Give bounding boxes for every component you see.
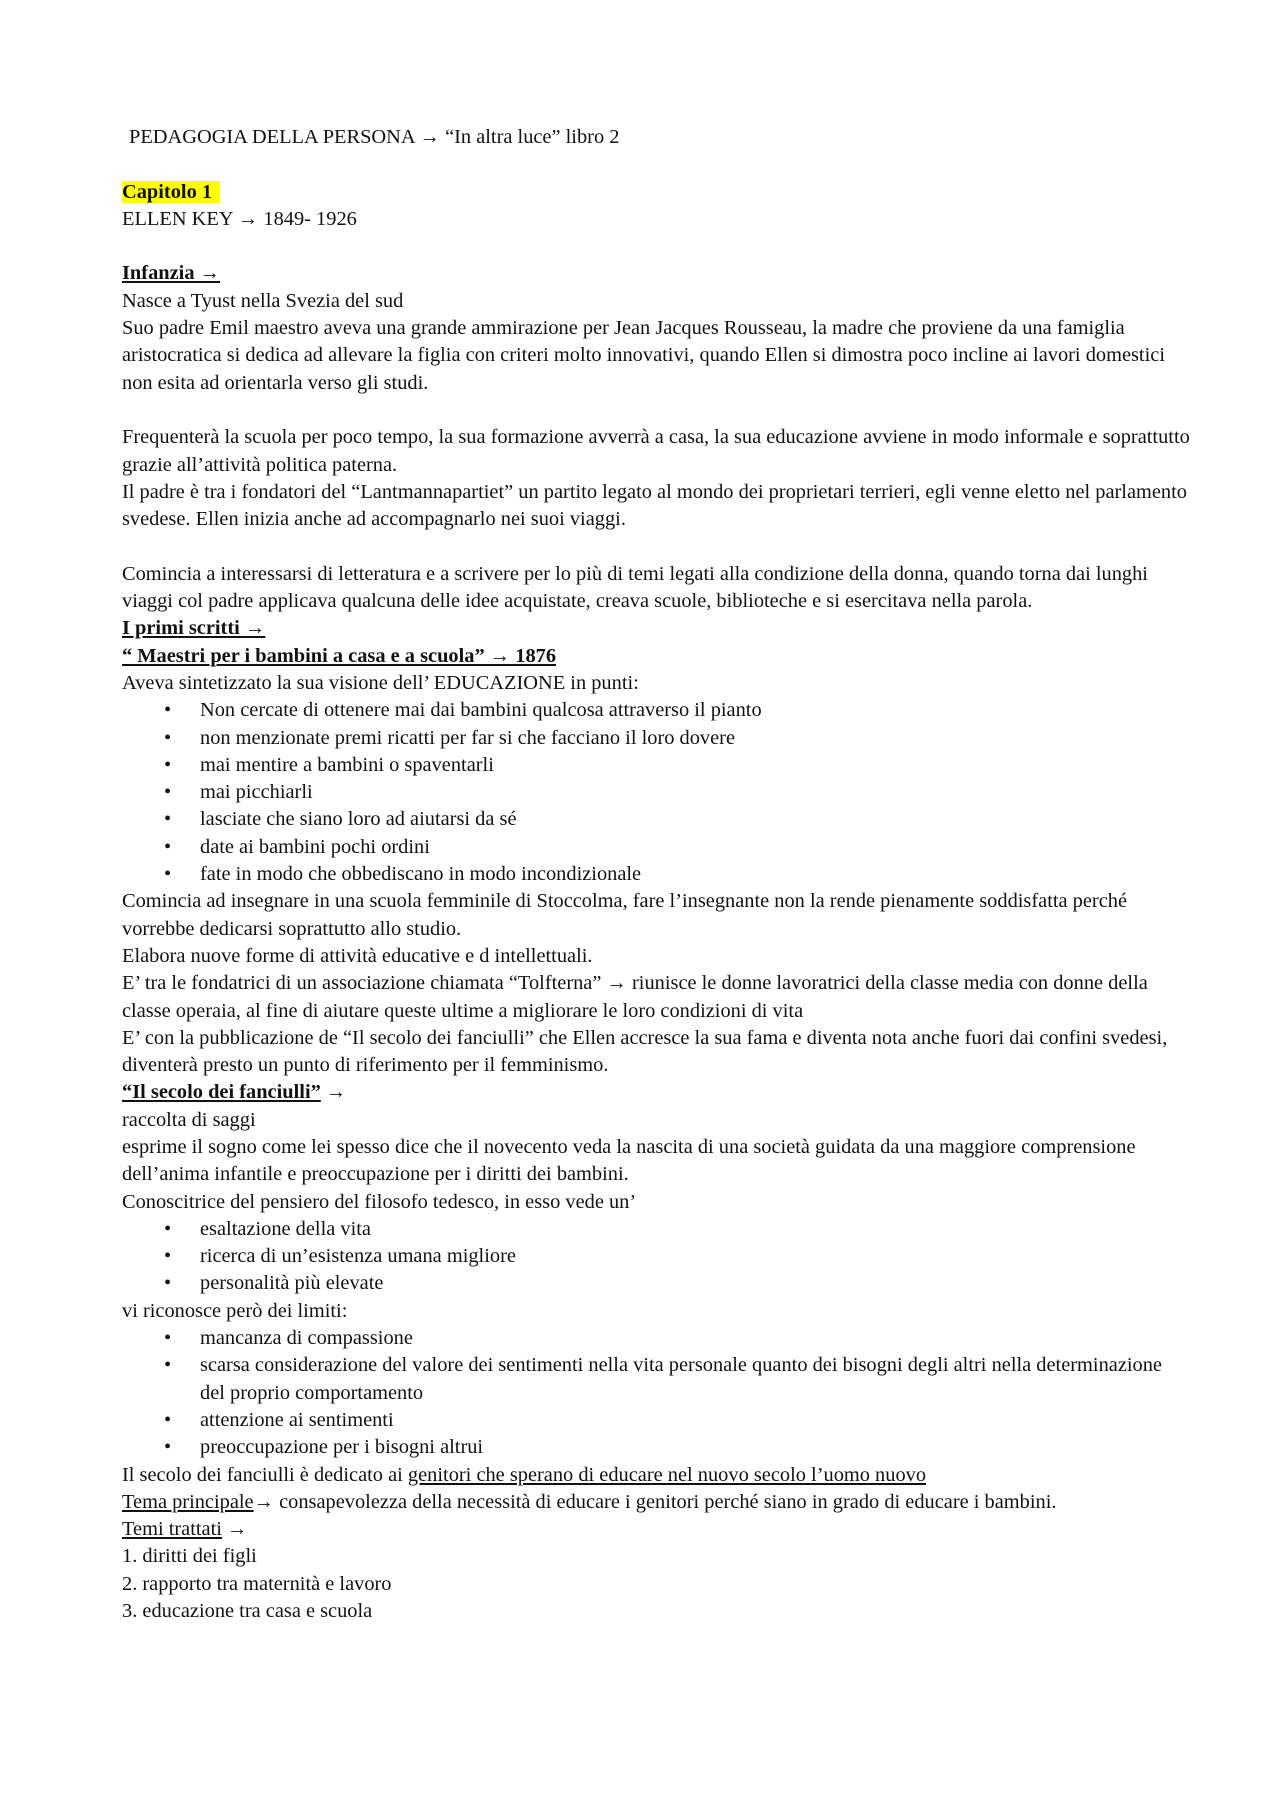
- paragraph: Frequenterà la scuola per poco tempo, la sua formazione avverrà a casa, la sua educazione avviene in modo informale e soprattutto grazie all’attività politica paterna.: [122, 426, 1190, 476]
- paragraph: raccolta di saggi: [122, 1108, 256, 1131]
- chapter-heading: [122, 179, 1190, 206]
- list-item: • preoccupazione per i bisogni altrui: [200, 1434, 1190, 1461]
- list-item: • personalità più elevate: [200, 1270, 1190, 1297]
- paragraph: Conoscitrice del pensiero del filosofo tedesco, in esso vede un’: [122, 1190, 637, 1213]
- list-item: • scarsa considerazione del valore dei sentimenti nella vita personale quanto dei bisogni degli altri nella determinazione del proprio comportamento: [200, 1352, 1190, 1407]
- paragraph: Nasce a Tyust nella Svezia del sud: [122, 289, 404, 312]
- paragraph: Comincia a interessarsi di letteratura e a scrivere per lo più di temi legati alla condizione della donna, quando torna dai lunghi viaggi col padre applicava qualcuna delle idee acquistate, creava scuole, biblioteche e si esercitava nella parola.: [122, 562, 1148, 613]
- blank-line: [122, 151, 1190, 178]
- chapter-label: Capitolo 1: [122, 181, 220, 203]
- theme-item: 2. rapporto tra maternità e lavoro: [122, 1572, 392, 1595]
- list-item: • attenzione ai sentimenti: [200, 1407, 1190, 1434]
- list-item: • date ai bambini pochi ordini: [200, 834, 1190, 861]
- list-item: • fate in modo che obbediscano in modo incondizionale: [200, 861, 1190, 888]
- paragraph: Suo padre Emil maestro aveva una grande ammirazione per Jean Jacques Rousseau, la madre che proviene da una famiglia aristocratica si dedica ad allevare la figlia con criteri molto innovativi, quando Ellen si dimostra poco incline ai lavori domestici non esita ad orientarla verso gli studi.: [122, 317, 1165, 394]
- list-item: • non menzionate premi ricatti per far si che facciano il loro dovere: [200, 725, 1190, 752]
- list-item: • lasciate che siano loro ad aiutarsi da sé: [200, 806, 1190, 833]
- themes-heading: [122, 1516, 1190, 1543]
- list-item: • Non cercate di ottenere mai dai bambini qualcosa attraverso il pianto: [200, 697, 1190, 724]
- themes-label: Temi trattati: [122, 1518, 222, 1541]
- main-theme-label: Tema principale: [122, 1490, 254, 1513]
- primi-scritti-heading: I primi scritti →: [122, 617, 266, 640]
- list-item: • esaltazione della vita: [200, 1216, 1190, 1243]
- education-points-list: [122, 697, 1190, 888]
- paragraph: Aveva sintetizzato la sua visione dell’ EDUCAZIONE in punti:: [122, 671, 639, 694]
- list-item: • mancanza di compassione: [200, 1325, 1190, 1352]
- blank-line: [122, 397, 1190, 424]
- secolo-heading-title: “Il secolo dei fanciulli”: [122, 1081, 321, 1104]
- list-item: • mai mentire a bambini o spaventarli: [200, 752, 1190, 779]
- paragraph: Il padre è tra i fondatori del “Lantmannapartiet” un partito legato al mondo dei proprietari terrieri, egli venne eletto nel parlamento svedese. Ellen inizia anche ad accompagnarlo nei suoi viaggi.: [122, 480, 1187, 531]
- paragraph: esprime il sogno come lei spesso dice che il novecento veda la nascita di una società guidata da una maggiore comprensione dell’anima infantile e preoccupazione per i diritti dei bambini.: [122, 1135, 1136, 1186]
- paragraph: Elabora nuove forme di attività educative e d intellettuali.: [122, 944, 593, 967]
- main-theme-text: → consapevolezza della necessità di educare i genitori perché siano in grado di educare i bambini.: [253, 1490, 1057, 1513]
- document-title: PEDAGOGIA DELLA PERSONA → “In altra luce” libro 2: [129, 126, 620, 148]
- list-item: • ricerca di un’esistenza umana migliore: [200, 1243, 1190, 1270]
- secolo-heading-arrow: →: [320, 1081, 347, 1104]
- dedication-prefix: Il secolo dei fanciulli è dedicato ai: [122, 1463, 408, 1486]
- secolo-heading: [122, 1079, 1190, 1106]
- paragraph: vi riconosce però dei limiti:: [122, 1299, 348, 1322]
- themes-arrow: →: [221, 1518, 248, 1541]
- list-item: • mai picchiarli: [200, 779, 1190, 806]
- paragraph: E’ tra le fondatrici di un associazione chiamata “Tolfterna” → riunisce le donne lavoratrici della classe media con donne della classe operaia, al fine di aiutare queste ultime a migliorare le loro condizioni di vita: [122, 972, 1148, 1022]
- paragraph: Comincia ad insegnare in una scuola femminile di Stoccolma, fare l’insegnante non la rende pienamente soddisfatta perché vorrebbe dedicarsi soprattutto allo studio.: [122, 890, 1128, 940]
- theme-item: 3. educazione tra casa e scuola: [122, 1600, 373, 1623]
- blank-line: [122, 533, 1190, 560]
- dedication-underlined: genitori che sperano di educare nel nuovo secolo l’uomo nuovo: [407, 1463, 927, 1486]
- book-heading: “ Maestri per i bambini a casa e a scuola” → 1876: [122, 644, 557, 667]
- dedication-line: [122, 1462, 1190, 1489]
- subject-line: ELLEN KEY → 1849- 1926: [122, 207, 357, 230]
- limits-list: [122, 1325, 1190, 1461]
- positives-list: [122, 1216, 1190, 1298]
- main-theme-line: [122, 1489, 1190, 1516]
- infanzia-heading: Infanzia →: [122, 262, 221, 285]
- theme-item: 1. diritti dei figli: [122, 1545, 257, 1568]
- blank-line: [122, 233, 1190, 260]
- paragraph: E’ con la pubblicazione de “Il secolo dei fanciulli” che Ellen accresce la sua fama e diventa nota anche fuori dai confini svedesi, diventerà presto un punto di riferimento per il femminismo.: [122, 1026, 1168, 1077]
